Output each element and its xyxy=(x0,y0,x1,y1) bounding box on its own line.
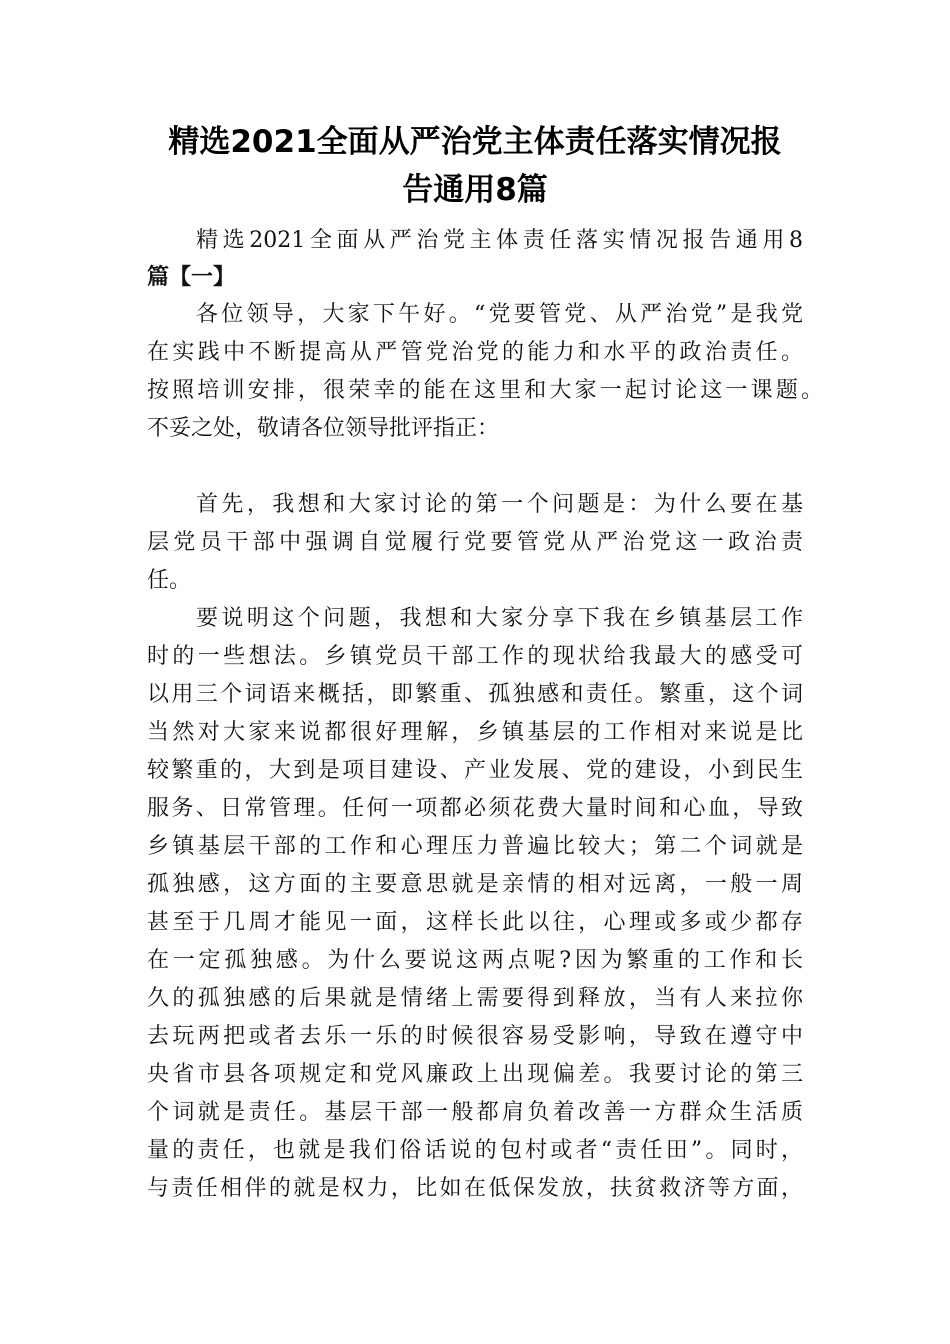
paragraph-3-line-1: 要说明这个问题，我想和大家分享下我在乡镇基层工作 xyxy=(196,606,803,631)
paragraph-3-line-16: 与责任相伴的就是权力，比如在低保发放，扶贫救济等方面， xyxy=(147,1176,803,1201)
paragraph-3-line-12: 去玩两把或者去乐一乐的时候很容易受影响，导致在遵守中 xyxy=(147,1024,803,1049)
paragraph-3-line-13: 央省市县各项规定和党风廉政上出现偏差。我要讨论的第三 xyxy=(147,1062,803,1087)
paragraph-3-line-11: 久的孤独感的后果就是情绪上需要得到释放，当有人来拉你 xyxy=(147,986,803,1011)
paragraph-1-line-1: 各位领导，大家下午好。“党要管党、从严治党”是我党 xyxy=(196,302,803,327)
paragraph-3-line-15: 量的责任，也就是我们俗话说的包村或者“责任田”。同时， xyxy=(147,1138,803,1163)
paragraph-1-line-4: 不妥之处，敬请各位领导批评指正： xyxy=(147,416,500,441)
paragraph-2-line-2: 层党员干部中强调自觉履行党要管党从严治党这一政治责 xyxy=(147,530,803,555)
document-title-line-2: 告通用8篇 xyxy=(402,172,548,208)
paragraph-3-line-4: 当然对大家来说都很好理解，乡镇基层的工作相对来说是比 xyxy=(147,720,803,745)
paragraph-2-line-3: 任。 xyxy=(147,568,192,593)
paragraph-3-line-7: 乡镇基层干部的工作和心理压力普遍比较大；第二个词就是 xyxy=(147,834,803,859)
paragraph-1-line-2: 在实践中不断提高从严管党治党的能力和水平的政治责任。 xyxy=(147,340,803,365)
paragraph-1-line-3: 按照培训安排，很荣幸的能在这里和大家一起讨论这一课题。 xyxy=(147,378,823,403)
paragraph-3-line-6: 服务、日常管理。任何一项都必须花费大量时间和心血，导致 xyxy=(147,796,803,821)
paragraph-3-line-5: 较繁重的，大到是项目建设、产业发展、党的建设，小到民生 xyxy=(147,758,803,783)
paragraph-3-line-2: 时的一些想法。乡镇党员干部工作的现状给我最大的感受可 xyxy=(147,644,803,669)
subtitle-line-1: 精选2021全面从严治党主体责任落实情况报告通用8 xyxy=(196,228,803,253)
document-title-line-1: 精选2021全面从严治党主体责任落实情况报 xyxy=(168,124,782,160)
paragraph-3-line-10: 在一定孤独感。为什么要说这两点呢?因为繁重的工作和长 xyxy=(147,948,803,973)
subtitle-line-2 xyxy=(147,262,235,293)
paragraph-3-line-8: 孤独感，这方面的主要意思就是亲情的相对远离，一般一周 xyxy=(147,872,803,897)
paragraph-3-line-9: 甚至于几周才能见一面，这样长此以往，心理或多或少都存 xyxy=(147,910,803,935)
subtitle-line-2-text: 篇【一】 xyxy=(147,264,236,290)
paragraph-2-line-1: 首先，我想和大家讨论的第一个问题是：为什么要在基 xyxy=(196,492,803,517)
paragraph-3-line-14: 个词就是责任。基层干部一般都肩负着改善一方群众生活质 xyxy=(147,1100,803,1125)
paragraph-3-line-3: 以用三个词语来概括，即繁重、孤独感和责任。繁重，这个词 xyxy=(147,682,803,707)
